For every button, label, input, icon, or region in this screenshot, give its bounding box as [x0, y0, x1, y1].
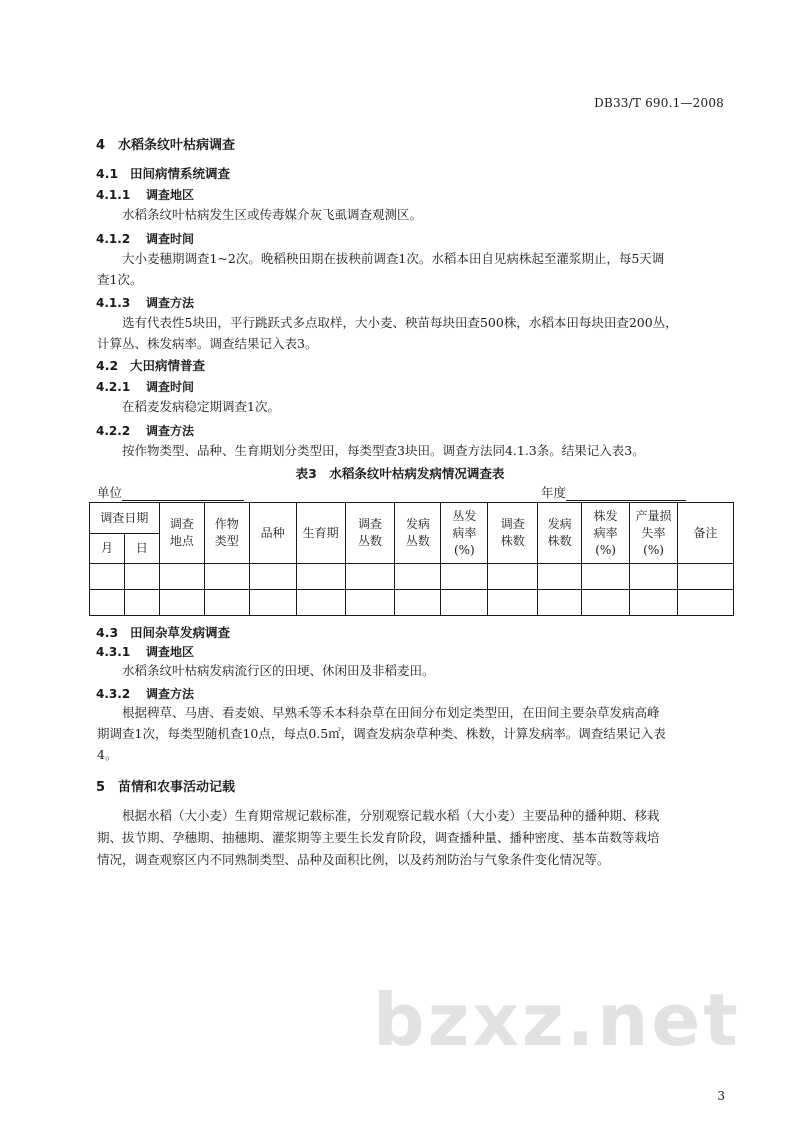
- header-month: 月: [90, 534, 125, 564]
- unit-label: 单位: [97, 485, 123, 500]
- section-4-1-3-heading: [96, 294, 194, 311]
- section-title: 调查时间: [146, 380, 195, 394]
- unit-blank-line: [122, 486, 244, 501]
- standard-code: DB33/T 690.1—2008: [594, 96, 724, 110]
- section-title: 调查时间: [146, 232, 195, 246]
- section-4-1-heading: [96, 164, 230, 182]
- header-plant-rate: 株发 病率 (%): [582, 503, 630, 564]
- paragraph-5-line-2: 期、拔节期、孕穗期、抽穗期、灌浆期等主要生长发育阶段，调查播种量、播种密度、基本苗数等栽培: [97, 830, 660, 845]
- header-yield-loss: 产量损 失率 (%): [630, 503, 678, 564]
- header-day: 日: [124, 534, 159, 564]
- paragraph-4-1-1: 水稻条纹叶枯病发生区或传毒媒介灰飞虱调查观测区。: [122, 207, 423, 222]
- table-empty-row: [90, 590, 734, 616]
- header-clumps-diseased: 发病 丛数: [395, 503, 441, 564]
- paragraph-4-3-2-line-1: 根据稗草、马唐、看麦娘、早熟禾等禾本科杂草在田间分布划定类型田，在田间主要杂草发病高峰: [122, 705, 660, 720]
- section-title: 田间病情系统调查: [130, 166, 231, 181]
- section-title: 调查方法: [146, 687, 195, 701]
- year-field: [541, 483, 686, 501]
- section-number: 5: [96, 780, 106, 795]
- unit-field: [97, 483, 244, 501]
- section-4-3-2-heading: [96, 685, 194, 702]
- section-4-2-2-heading: [96, 422, 194, 439]
- section-4-1-1-heading: [96, 186, 194, 203]
- section-title: 调查地区: [146, 188, 195, 202]
- empty-cell: [630, 590, 678, 616]
- section-4-2-heading: [96, 356, 205, 374]
- header-clump-rate: 丛发 病率 (%): [441, 503, 488, 564]
- year-label: 年度: [541, 485, 567, 500]
- section-number: 4.2.2: [96, 424, 131, 438]
- page-number: 3: [717, 1089, 725, 1103]
- empty-cell: [204, 590, 249, 616]
- table-empty-row: [90, 564, 734, 590]
- empty-cell: [538, 564, 582, 590]
- table-3: [89, 502, 734, 616]
- empty-cell: [582, 590, 630, 616]
- paragraph-4-3-2-line-2: 期调查1次，每类型随机查10点，每点0.5㎡，调查发病杂草种类、株数，计算发病率。调查结果记入表: [97, 726, 666, 741]
- section-4-heading: [96, 134, 235, 153]
- section-number: 4.1.2: [96, 232, 131, 246]
- empty-cell: [441, 590, 488, 616]
- empty-cell: [124, 564, 159, 590]
- empty-cell: [345, 564, 395, 590]
- header-remarks: 备注: [678, 503, 734, 564]
- header-location: 调查 地点: [159, 503, 204, 564]
- section-number: 4.1: [96, 166, 119, 181]
- paragraph-5-line-1: 根据水稻（大小麦）生育期常规记载标准，分别观察记载水稻（大小麦）主要品种的播种期、移栽: [122, 808, 660, 823]
- section-4-3-heading: [96, 623, 230, 641]
- paragraph-4-1-2-line-1: 大小麦穗期调查1~2次。晚稻秧田期在拔秧前调查1次。水稻本田自见病株起至灌浆期止，每5天调: [122, 251, 665, 266]
- empty-cell: [249, 590, 296, 616]
- year-blank-line: [566, 486, 686, 501]
- table-header-row-1: [90, 503, 734, 534]
- empty-cell: [488, 564, 538, 590]
- header-plants-diseased: 发病 株数: [538, 503, 582, 564]
- section-title: 调查方法: [146, 424, 195, 438]
- header-survey-date: 调查日期: [90, 503, 160, 534]
- section-title: 田间杂草发病调查: [130, 625, 231, 640]
- section-number: 4.1.1: [96, 188, 131, 202]
- paragraph-4-3-2-line-3: 4。: [97, 747, 118, 762]
- section-title: 苗情和农事活动记载: [118, 780, 236, 795]
- section-number: 4.1.3: [96, 296, 131, 310]
- empty-cell: [582, 564, 630, 590]
- section-4-1-2-heading: [96, 230, 194, 247]
- section-title: 调查方法: [146, 296, 195, 310]
- empty-cell: [124, 590, 159, 616]
- empty-cell: [90, 590, 125, 616]
- section-title: 水稻条纹叶枯病调查: [118, 138, 236, 153]
- empty-cell: [296, 590, 345, 616]
- section-number: 4.2.1: [96, 380, 131, 394]
- section-number: 4.3.2: [96, 687, 131, 701]
- table-3-title: 表3 水稻条纹叶枯病发病情况调查表: [295, 466, 505, 481]
- empty-cell: [395, 564, 441, 590]
- section-number: 4.2: [96, 358, 119, 373]
- header-growth-stage: 生育期: [296, 503, 345, 564]
- header-crop-type: 作物 类型: [204, 503, 249, 564]
- empty-cell: [678, 590, 734, 616]
- section-4-2-1-heading: [96, 378, 194, 395]
- paragraph-4-3-1: 水稻条纹叶枯病发病流行区的田埂、休闲田及非稻麦田。: [122, 663, 435, 678]
- section-title: 大田病情普查: [130, 358, 206, 373]
- paragraph-4-2-2: 按作物类型、品种、生育期划分类型田，每类型查3块田。调查方法同4.1.3条。结果记入表3。: [122, 443, 645, 458]
- empty-cell: [678, 564, 734, 590]
- section-number: 4.3: [96, 625, 119, 640]
- empty-cell: [345, 590, 395, 616]
- empty-cell: [630, 564, 678, 590]
- empty-cell: [296, 564, 345, 590]
- paragraph-4-1-2-line-2: 查1次。: [97, 272, 143, 287]
- paragraph-5-line-3: 情况，调查观察区内不同熟制类型、品种及面积比例，以及药剂防治与气象条件变化情况等。: [97, 852, 610, 867]
- empty-cell: [538, 590, 582, 616]
- empty-cell: [488, 590, 538, 616]
- section-number: 4: [96, 138, 106, 153]
- section-title: 调查地区: [146, 645, 195, 659]
- empty-cell: [90, 564, 125, 590]
- section-4-3-1-heading: [96, 643, 194, 660]
- empty-cell: [159, 590, 204, 616]
- empty-cell: [441, 564, 488, 590]
- empty-cell: [204, 564, 249, 590]
- section-5-heading: [96, 776, 235, 795]
- header-plants-checked: 调查 株数: [488, 503, 538, 564]
- empty-cell: [395, 590, 441, 616]
- empty-cell: [159, 564, 204, 590]
- watermark: bzxz.net: [373, 978, 741, 1062]
- paragraph-4-1-3-line-1: 选有代表性5块田，平行跳跃式多点取样，大小麦、秧苗每块田查500株，水稻本田每块田查200丛，: [122, 315, 678, 330]
- empty-cell: [249, 564, 296, 590]
- header-variety: 品种: [249, 503, 296, 564]
- paragraph-4-2-1: 在稻麦发病稳定期调查1次。: [122, 399, 280, 414]
- paragraph-4-1-3-line-2: 计算丛、株发病率。调查结果记入表3。: [97, 336, 318, 351]
- header-clumps-checked: 调查 丛数: [345, 503, 395, 564]
- section-number: 4.3.1: [96, 645, 131, 659]
